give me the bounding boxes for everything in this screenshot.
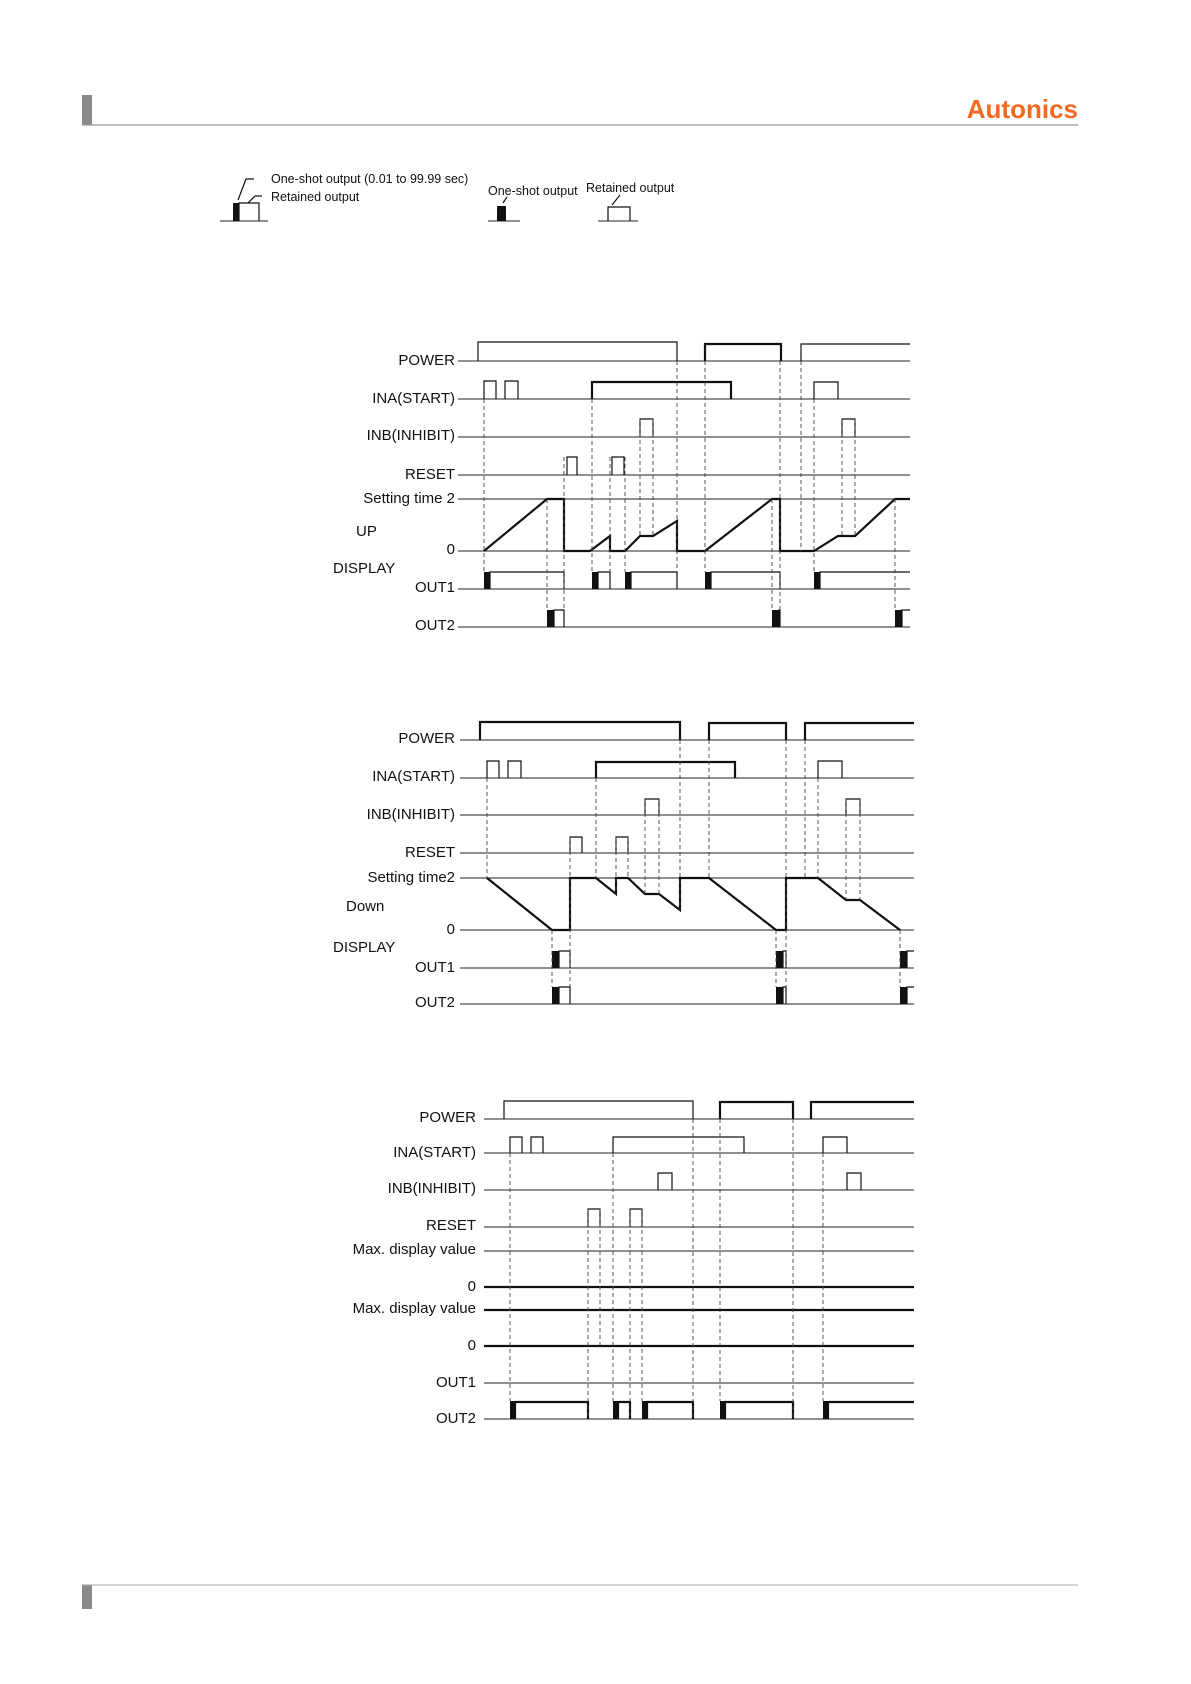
signal-label-reset: RESET xyxy=(425,1217,476,1234)
signal-label-power: POWER xyxy=(398,352,455,369)
timing-diagram-down xyxy=(333,722,914,1011)
brand-logo: Autonics xyxy=(966,94,1078,124)
signal-label-out1: OUT1 xyxy=(414,579,455,596)
signal-label-max-display-2: Max. display value xyxy=(352,1300,476,1317)
signal-label-out2: OUT2 xyxy=(414,617,455,634)
legend-combined-retained-text: Retained output xyxy=(271,190,360,204)
footer-marker-bar xyxy=(82,1585,92,1609)
signal-label-ina-start: INA(START) xyxy=(372,768,455,785)
signal-label-zero: 0 xyxy=(446,921,455,938)
output-legend xyxy=(220,172,675,221)
signal-label-reset: RESET xyxy=(404,466,455,483)
signal-label-inb-inhibit: INB(INHIBIT) xyxy=(366,806,455,823)
header-marker-bar xyxy=(82,95,92,125)
signal-label-inb-inhibit: INB(INHIBIT) xyxy=(387,1180,476,1197)
signal-label-zero-1: 0 xyxy=(467,1278,476,1295)
signal-label-display: DISPLAY xyxy=(333,560,396,577)
legend-combined-oneshot-text: One-shot output (0.01 to 99.99 sec) xyxy=(271,172,469,186)
signal-label-out2: OUT2 xyxy=(414,994,455,1011)
page-header xyxy=(82,94,1078,125)
signal-label-down: Down xyxy=(346,898,385,915)
signal-label-ina-start: INA(START) xyxy=(372,390,455,407)
legend-oneshot-text: One-shot output xyxy=(488,184,578,198)
legend-retained-text: Retained output xyxy=(586,181,675,195)
signal-label-reset: RESET xyxy=(404,844,455,861)
timing-diagram-max-display xyxy=(353,1101,914,1427)
signal-label-setting-time: Setting time 2 xyxy=(363,490,455,507)
signal-label-up: UP xyxy=(356,523,377,540)
signal-label-zero-2: 0 xyxy=(467,1337,476,1354)
timing-diagram-up xyxy=(333,342,910,634)
signal-label-display: DISPLAY xyxy=(333,939,396,956)
signal-label-out1: OUT1 xyxy=(414,959,455,976)
signal-label-max-display-1: Max. display value xyxy=(352,1241,476,1258)
signal-label-ina-start: INA(START) xyxy=(393,1144,476,1161)
page-footer xyxy=(82,1585,1078,1609)
signal-label-setting-time: Setting time2 xyxy=(367,869,455,886)
signal-label-out1: OUT1 xyxy=(435,1374,476,1391)
signal-label-inb-inhibit: INB(INHIBIT) xyxy=(366,427,455,444)
signal-label-power: POWER xyxy=(419,1109,476,1126)
signal-label-out2: OUT2 xyxy=(435,1410,476,1427)
signal-label-power: POWER xyxy=(398,730,455,747)
signal-label-zero: 0 xyxy=(446,541,455,558)
